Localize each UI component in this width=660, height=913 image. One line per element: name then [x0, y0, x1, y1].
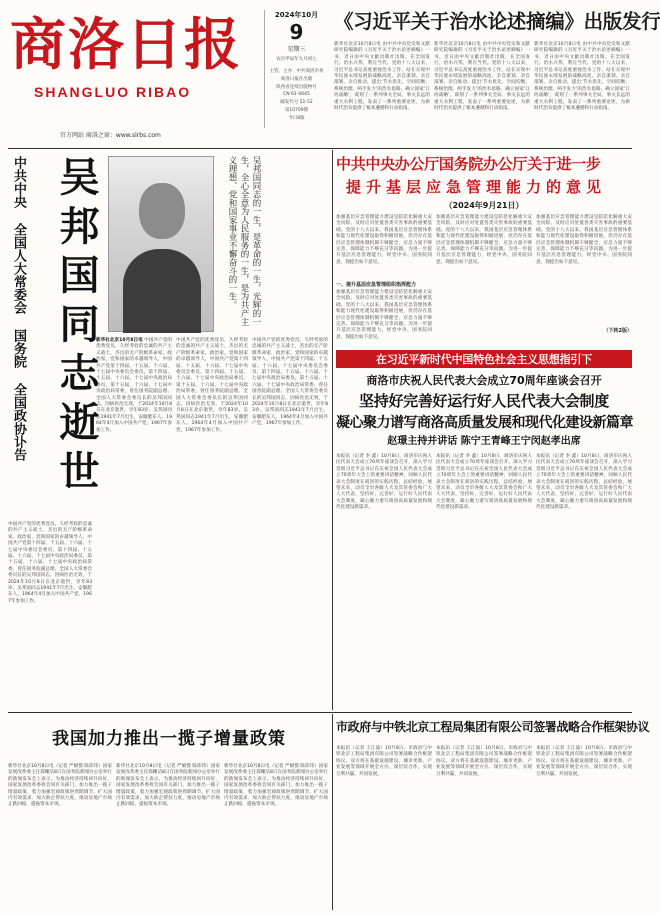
notice-body-1: 加强基层应急管理能力建设是防范化解重大安全风险、及时应对处置各类灾害事故的重要基础。党的十八大以来，我国基层应急管理体系和能力现代化建设取得积极进展，但仍存在基层应急管理体制机制不够健全、应急力量不够完善、保障能力不够充分等问题。为进一步提升基层应急管理能力，经党中央、国务院同意，现提出如下意见。 [336, 215, 432, 265]
issue-info-5: 邮发代号 51-52 [280, 100, 313, 105]
obituary-quote: 吴邦国同志的一生，是革命的一生，光辉的一生，全心全意为人民服务的一生，是为共产主义理想、党和国家事业不懈奋斗的一生。 [227, 156, 261, 326]
masthead [0, 0, 330, 150]
masthead-pinyin: SHANGLUO RIBAO [34, 84, 192, 100]
obituary-issuers: 中共中央 全国人大常委会 国务院 全国政协讣告 [11, 156, 26, 461]
stimulus-body-2: 新华社北京10月8日电（记者 严赋憬 陈炜伟）国家发展改革委主任郑栅洁8日在国务院新闻办公室举行的新闻发布会上表示，为推动经济持续回升向好，国家发展改革委将会同有关部门，加力推出一揽子增量政策，着力加强宏观政策逆周期调节、扩大国内有效需求、加大助企帮扶力度、推动房地产市场止跌回稳、提振资本市场。 [116, 764, 220, 808]
mid-divider [8, 712, 632, 713]
congress-title-line3: 凝心聚力谱写商洛高质量发展和现代化建设新篇章 [336, 415, 633, 431]
notice-title-line2: 提升基层应急管理能力的意见 [346, 178, 607, 196]
notice-continued: （下转2版） [603, 328, 632, 334]
obituary-headline: 吴邦国同志逝世 [53, 156, 99, 499]
obituary-body-3: 中国共产党的优秀党员，久经考验的忠诚的共产主义战士，杰出的无产阶级革命家、政治家，党和国家的卓越领导人，中国共产党第十四届、十五届、十六届、十七届中央委员会委员，第十四届、十五届、十六届、十七届中央政治局委员，第十五届、十六届、十七届中央政治局常委，曾任国务院副总理、全国人大常委会委员长的吴邦国同志，因病医治无效，于2024年10月8日在北京逝世，享年83岁。吴邦国同志1941年7月出生，安徽肥东人。1964年4月加入中国共产党，1967年参加工作。 [252, 338, 328, 427]
cooperation-body-3: 本报讯（记者 王江波）10月8日，市政府与中铁北京工程局集团有限公司签署战略合作框架协议。双方将在基础设施建设、城市更新、产业发展等领域开展全方位、深层次合作，实现互利共赢、共同发展。 [536, 746, 632, 777]
obituary-text-1: 中国共产党的优秀党员，久经考验的忠诚的共产主义战士，杰出的无产阶级革命家、政治家，党和国家的卓越领导人，中国共产党第十四届、十五届、十六届、十七届中央委员会委员，第十四届、十五届、十六届、十七届中央政治局委员，第十五届、十六届、十七届中央政治局常委，曾任国务院副总理、全国人大常委会委员长的吴邦国同志，因病医治无效，于2024年10月8日在北京逝世，享年83岁。吴邦国同志1941年7月出生，安徽肥东人。1964年4月加入中国共产党，1967年参加工作。 [96, 338, 172, 433]
congress-title-line1: 商洛市庆祝人民代表大会成立70周年座谈会召开 [366, 374, 602, 387]
obituary-body-1 [96, 338, 172, 704]
congress-byline: 赵璟主持并讲话 陈宁王青峰王宁闵赵孝出席 [387, 436, 581, 447]
top-story-body-2: 新华社北京10月8日电 由中共中央党史和文献研究院编辑的《习近平关于治水论述摘编》一书，近日由中央文献出版社出版，在全国发行。治水兴邦，利在当代。党的十八大以来，习近平总书记高度重视治水工作，站在实现中华民族永续发展的战略高度，亲自谋划、亲自部署、亲自推动，提出‘节水优先、空间均衡、系统治理、两手发力’的治水思路，确立国家‘江河战略’，谋划了一系列事关全局、事关长远的重大水利工程，发表了一系列重要论述，为新时代治水提供了根本遵循和行动指南。 [434, 42, 530, 112]
emergency-notice [336, 152, 632, 348]
top-story [334, 8, 660, 146]
top-story-title: 《习近平关于治水论述摘编》出版发行 [334, 10, 660, 33]
stimulus-body-1: 新华社北京10月8日电（记者 严赋憬 陈炜伟）国家发展改革委主任郑栅洁8日在国务院新闻办公室举行的新闻发布会上表示，为推动经济持续回升向好，国家发展改革委将会同有关部门，加力推出一揽子增量政策，着力加强宏观政策逆周期调节、扩大国内有效需求、加大助企帮扶力度、推动房地产市场止跌回稳、提振资本市场。 [8, 764, 112, 808]
stimulus-title: 我国加力推出一揽子增量政策 [52, 729, 286, 749]
obituary-dateline: 新华社北京10月8日电 [96, 338, 143, 343]
congress-body-3: 本报讯（记者 李 鑫）10月8日，商洛市庆祝人民代表大会成立70周年座谈会召开，深入学习贯彻习近平总书记在庆祝全国人民代表大会成立70周年大会上的重要讲话精神，回顾人民代表大会制度在商洛的实践历程，总结经验，展望未来，动员全市各级人大及其常委会和广大人大代表，坚持好、完善好、运行好人民代表大会制度，凝心聚力谱写商洛高质量发展和现代化建设新篇章。 [536, 454, 632, 511]
issue-info-7: 今日8版 [288, 116, 305, 121]
date-box [264, 10, 324, 128]
portrait-photo [108, 156, 214, 332]
masthead-website: 官方网站 商洛之窗：www.slrbs.com [60, 132, 161, 139]
stimulus-story [8, 716, 330, 908]
bottom-column-divider [332, 714, 333, 910]
issue-info-3: 陕西省连续出版物号 [276, 85, 317, 90]
cooperation-title: 市政府与中铁北京工程局集团有限公司签署战略合作框架协议 [336, 720, 650, 734]
issue-day: 9 [289, 20, 304, 44]
notice-body-4: 加强基层应急管理能力建设是防范化解重大安全风险、及时应对处置各类灾害事故的重要基础。党的十八大以来，我国基层应急管理体系和能力现代化建设取得积极进展，但仍存在基层应急管理体制机制不够健全、应急力量不够完善、保障能力不够充分等问题。为进一步提升基层应急管理能力，经党中央、国务院同意，现提出如下意见。 [536, 215, 632, 265]
theme-banner [336, 350, 632, 368]
issue-info-4: CN 61-0045 [283, 92, 310, 97]
cooperation-story [336, 716, 650, 908]
masthead-title: 商洛日报 [10, 12, 242, 78]
notice-body-2: 加强基层应急管理能力建设是防范化解重大安全风险、及时应对处置各类灾害事故的重要基础。党的十八大以来，我国基层应急管理体系和能力现代化建设取得积极进展，但仍存在基层应急管理体制机制不够健全、应急力量不够完善、保障能力不够充分等问题。为进一步提升基层应急管理能力，经党中央、国务院同意，现提出如下意见。 [336, 290, 432, 340]
theme-banner-text: 在习近平新时代中国特色社会主义思想指引下 [376, 353, 592, 366]
cooperation-body-1: 本报讯（记者 王江波）10月8日，市政府与中铁北京工程局集团有限公司签署战略合作框架协议。双方将在基础设施建设、城市更新、产业发展等领域开展全方位、深层次合作，实现互利共赢、共同发展。 [336, 746, 432, 777]
cooperation-body-2: 本报讯（记者 王江波）10月8日，市政府与中铁北京工程局集团有限公司签署战略合作框架协议。双方将在基础设施建设、城市更新、产业发展等领域开展全方位、深层次合作，实现互利共赢、共同发展。 [436, 746, 532, 777]
notice-date: （2024年9月21日） [444, 201, 524, 210]
issue-info-6: 第10709期 [284, 108, 309, 113]
top-story-body-1: 新华社北京10月8日电 由中共中央党史和文献研究院编辑的《习近平关于治水论述摘编》一书，近日由中央文献出版社出版，在全国发行。治水兴邦，利在当代。党的十八大以来，习近平总书记高度重视治水工作，站在实现中华民族永续发展的战略高度，亲自谋划、亲自部署、亲自推动，提出‘节水优先、空间均衡、系统治理、两手发力’的治水思路，确立国家‘江河战略’，谋划了一系列事关全局、事关长远的重大水利工程，发表了一系列重要论述，为新时代治水提供了根本遵循和行动指南。 [334, 42, 430, 112]
congress-body-1: 本报讯（记者 李 鑫）10月8日，商洛市庆祝人民代表大会成立70周年座谈会召开，深入学习贯彻习近平总书记在庆祝全国人民代表大会成立70周年大会上的重要讲话精神，回顾人民代表大会制度在商洛的实践历程，总结经验，展望未来，动员全市各级人大及其常委会和广大人大代表，坚持好、完善好、运行好人民代表大会制度，凝心聚力谱写商洛高质量发展和现代化建设新篇章。 [336, 454, 432, 511]
obituary-body-4: 中国共产党的优秀党员，久经考验的忠诚的共产主义战士，杰出的无产阶级革命家、政治家，党和国家的卓越领导人，中国共产党第十四届、十五届、十六届、十七届中央委员会委员，第十四届、十五届、十六届、十七届中央政治局委员，第十五届、十六届、十七届中央政治局常委，曾任国务院副总理、全国人大常委会委员长的吴邦国同志，因病医治无效，于2024年10月8日在北京逝世，享年83岁。吴邦国同志1941年7月出生，安徽肥东人。1964年4月加入中国共产党，1967年参加工作。 [8, 522, 92, 604]
issue-lunar: 农历甲辰年九月初七 [276, 57, 317, 62]
masthead-divider [8, 148, 632, 149]
congress-body-2: 本报讯（记者 李 鑫）10月8日，商洛市庆祝人民代表大会成立70周年座谈会召开，深入学习贯彻习近平总书记在庆祝全国人民代表大会成立70周年大会上的重要讲话精神，回顾人民代表大会制度在商洛的实践历程，总结经验，展望未来，动员全市各级人大及其常委会和广大人大代表，坚持好、完善好、运行好人民代表大会制度，凝心聚力谱写商洛高质量发展和现代化建设新篇章。 [436, 454, 532, 511]
issue-info-2: 商洛日报社出版 [280, 77, 313, 82]
obituary-body-2: 中国共产党的优秀党员，久经考验的忠诚的共产主义战士，杰出的无产阶级革命家、政治家，党和国家的卓越领导人，中国共产党第十四届、十五届、十六届、十七届中央委员会委员，第十四届、十五届、十六届、十七届中央政治局委员，第十五届、十六届、十七届中央政治局常委，曾任国务院副总理、全国人大常委会委员长的吴邦国同志，因病医治无效，于2024年10月8日在北京逝世，享年83岁。吴邦国同志1941年7月出生，安徽肥东人。1964年4月加入中国共产党，1967年参加工作。 [176, 338, 248, 433]
issue-date: 2024年10月 [274, 11, 319, 19]
notice-title-line1: 中共中央办公厅国务院办公厅关于进一步 [336, 155, 601, 173]
top-story-body-3: 新华社北京10月8日电 由中共中央党史和文献研究院编辑的《习近平关于治水论述摘编》一书，近日由中央文献出版社出版，在全国发行。治水兴邦，利在当代。党的十八大以来，习近平总书记高度重视治水工作，站在实现中华民族永续发展的战略高度，亲自谋划、亲自部署、亲自推动，提出‘节水优先、空间均衡、系统治理、两手发力’的治水思路，确立国家‘江河战略’，谋划了一系列事关全局、事关长远的重大水利工程，发表了一系列重要论述，为新时代治水提供了根本遵循和行动指南。 [534, 42, 630, 112]
obituary [8, 152, 330, 710]
stimulus-body-3: 新华社北京10月8日电（记者 严赋憬 陈炜伟）国家发展改革委主任郑栅洁8日在国务院新闻办公室举行的新闻发布会上表示，为推动经济持续回升向好，国家发展改革委将会同有关部门，加力推出一揽子增量政策，着力加强宏观政策逆周期调节、扩大国内有效需求、加大助企帮扶力度、推动房地产市场止跌回稳、提振资本市场。 [224, 764, 328, 808]
congress-title-line2: 坚持好完善好运行好人民代表大会制度 [359, 392, 609, 410]
notice-section-heading: 一、提升基层应急管理组织指挥能力 [336, 282, 417, 288]
notice-body-3: 加强基层应急管理能力建设是防范化解重大安全风险、及时应对处置各类灾害事故的重要基础。党的十八大以来，我国基层应急管理体系和能力现代化建设取得积极进展，但仍存在基层应急管理体制机制不够健全、应急力量不够完善、保障能力不够充分等问题。为进一步提升基层应急管理能力，经党中央、国务院同意，现提出如下意见。 [436, 215, 532, 265]
congress-story [336, 372, 632, 710]
left-column-divider [332, 150, 333, 710]
issue-info-1: 主管、主办：中共商洛市委 [269, 69, 324, 74]
issue-weekday: 星期三 [287, 46, 306, 53]
